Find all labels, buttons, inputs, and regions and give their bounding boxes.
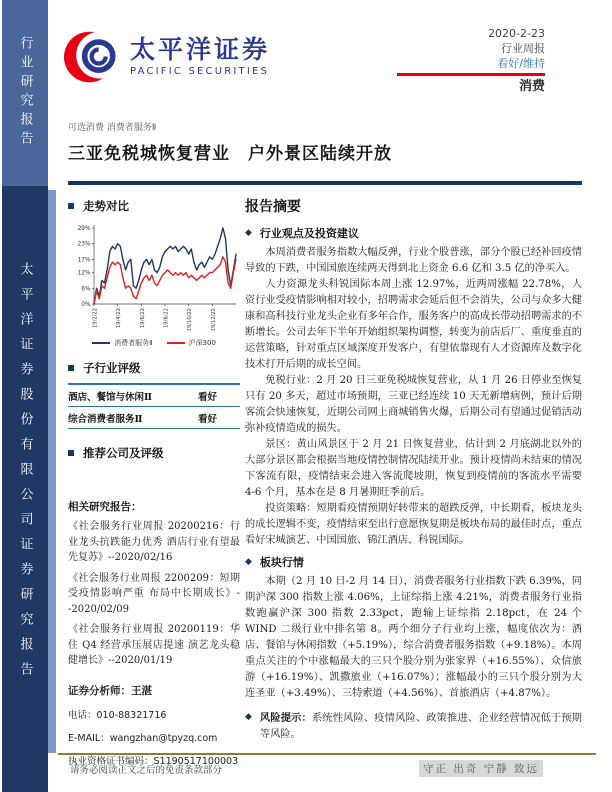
trend-chart <box>68 222 240 348</box>
section-heading: ◆ 板块行情 <box>245 556 304 569</box>
diamond-bullet-icon: ◆ <box>245 228 252 238</box>
svg-text:29%: 29% <box>77 226 91 232</box>
legend-label: 沪深300 <box>188 339 216 347</box>
sidebar-top-band <box>2 0 48 186</box>
related-report-item: 《社会服务行业周报 20200216：行业龙头抗跌能力优秀 酒店行业有望最先复苏》--2020/02/16 <box>68 521 240 563</box>
sector-label: 消费 <box>518 79 545 94</box>
report-type: 行业周报 <box>501 42 545 55</box>
analyst-email-line: E-MAIL：wangzhan@tpyzq.com <box>68 732 218 744</box>
legend-label: 消费者服务Ⅱ <box>114 339 153 347</box>
svg-text:19/4/22: 19/4/22 <box>116 308 123 328</box>
related-report-item: 《社会服务行业周报 20200119：华住 Q4 经营承压展店提速 演艺龙头稳健增长》--2020/01/19 <box>68 624 240 666</box>
square-bullet-icon <box>68 365 74 371</box>
svg-text:19/6/22: 19/6/22 <box>139 308 146 328</box>
left-column <box>68 198 240 767</box>
svg-text:19/12/22: 19/12/22 <box>210 308 217 332</box>
summary-paragraph: 景区：黄山风景区于 2 月 21 日恢复营业，估计到 2 月底湖北以外的大部分景区都会根据当地疫情控制情况陆续开业。预计疫情尚未结束的情况下客流有限，疫情结束会进入客流爬坡期，恢复到疫情前的客流水平需要 4-6 个月，基本在是 8 月暑期旺季前后。 <box>245 439 582 498</box>
legend-item <box>167 338 216 348</box>
svg-text:6%: 6% <box>81 286 91 293</box>
related-report-item: 《社会服务行业周报 2200209：短期受疫情影响严重 布局中长期成长》--2020/02/09 <box>68 572 240 615</box>
logo-chinese-name: 太平洋证券 <box>130 35 271 65</box>
diamond-bullet-icon: ◆ <box>245 557 252 567</box>
risk-section <box>245 710 582 743</box>
legend-item <box>92 338 152 348</box>
related-reports-title: 相关研究报告： <box>68 501 142 513</box>
analyst-phone-line: 电话：010-88321716 <box>68 709 167 721</box>
header-meta <box>397 26 545 94</box>
square-bullet-icon <box>68 203 74 209</box>
footer-disclaimer: 请务必阅读正文之后的免责条款部分 <box>70 765 223 776</box>
legend-line-icon <box>92 342 110 344</box>
svg-text:19/8/22: 19/8/22 <box>163 308 170 328</box>
table-row <box>68 407 240 429</box>
svg-text:19/10/22: 19/10/22 <box>187 308 194 332</box>
logo-english-name: PACIFIC SECURITIES <box>130 65 270 77</box>
diamond-bullet-icon: ◆ <box>245 712 252 722</box>
subrating-section-title: 子行业评级 <box>68 360 240 376</box>
report-date: 2020-2-23 <box>488 27 545 40</box>
summary-column <box>245 196 582 747</box>
subindustry-name: 酒店、餐馆与休闲Ⅱ <box>68 392 153 403</box>
sidebar-bottom-label: 太平洋证券股份有限公司证券研究报告 <box>17 261 33 687</box>
trend-chart-canvas <box>68 222 240 334</box>
summary-title: 报告摘要 <box>245 199 301 215</box>
subindustry-rating: 看好 <box>198 414 218 425</box>
page-title: 三亚免税城恢复营业 户外景区陆续开放 <box>68 144 392 164</box>
chart-legend <box>68 338 240 348</box>
title-rule <box>68 181 582 185</box>
related-reports <box>68 499 240 669</box>
industry-rating: 看好/维持 <box>497 57 545 70</box>
square-bullet-icon <box>68 450 74 456</box>
trend-section-title: 走势对比 <box>68 198 240 214</box>
risk-text: 风险提示：系统性风险、疫情风险、政策推进、企业经营情况低于预期等风险。 <box>259 712 582 740</box>
subindustry-rating: 看好 <box>198 392 218 403</box>
analyst-name-line: 证券分析师：王湛 <box>68 684 152 697</box>
svg-text:19/2/22: 19/2/22 <box>92 308 99 328</box>
summary-paragraph: 免税行业：2 月 20 日三亚免税城恢复营业，从 1 月 26 日停业至恢复只有 20 多天，超过市场预期，三亚已经连续 10 天无新增病例，预计后期客流会快速恢复，近期公司网上商城销售火爆，后期公司有望通过促销活动弥补疫情造成的损失。 <box>245 375 582 434</box>
subindustry-name: 综合消费者服务Ⅱ <box>68 414 143 425</box>
summary-paragraph: 投资策略：短期看疫情预期好转带来的超跌反弹，中长期看，板块龙头的成长逻辑不变，疫情结束至出行意愿恢复期是板块布局的最佳时点，重点看好宋城演艺、中国国旅、锦江酒店、科锐国际。 <box>245 503 582 546</box>
svg-text:0%: 0% <box>81 302 91 308</box>
legend-line-icon <box>167 342 185 344</box>
sidebar-top-label: 行业研究报告 <box>17 36 33 150</box>
svg-text:17%: 17% <box>77 257 91 264</box>
svg-text:23%: 23% <box>77 241 91 248</box>
pacific-securities-logo-icon <box>64 26 124 88</box>
rating-underline <box>397 73 545 76</box>
footer-motto: 守正 出奇 宁静 致远 <box>419 760 543 777</box>
table-row <box>68 385 240 407</box>
industry-category: 可选消费 消费者服务Ⅱ <box>68 123 157 133</box>
analyst-cert-line: 执业资格证书编码：S1190517100003 <box>68 755 239 767</box>
summary-paragraph: 本期（2 月 10 日-2 月 14 日），消费者服务行业指数下跌 6.39%，同期沪深 300 指数上涨 4.06%，上证综指上涨 4.21%，消费者服务行业指数跑赢沪深 300 指数 2.33pct，跑输上证综指 2.18pct，在 24 个 WIND 二级行业中排名第 8。两个细分子行业均上涨，幅度依次为：酒店、餐馆与休闲指数（+5.19%），综合消费者服务指数（+9.18%）。本周重点关注的个中涨幅最大的三只个股分别为张家界（+16.55%）、众信旅游（+16.19%）、凯撒旅业（+16.07%）；涨幅最小的三只个股分别为大连圣亚（+3.49%）、三特索道（+4.56%）、首旅酒店（+4.87%）。 <box>245 576 582 699</box>
section-heading: ◆ 行业观点及投资建议 <box>245 227 359 240</box>
footer-rule <box>58 753 596 755</box>
company-logo <box>64 26 270 88</box>
summary-paragraph: 本周消费者服务指数大幅反弹，行业个股普涨，部分个股已经补回疫情导致的下跌，中国国旅连续两天得到北上资金 6.6 亿和 3.5 亿的净买入。 <box>245 247 582 274</box>
summary-paragraph: 人力资源龙头科锐国际本周上涨 12.97%，近两周涨幅 22.78%，人资行业受疫情影响相对较小，招聘需求会延后但不会消失，公司与众多大健康和高科技行业龙头企业有多年合作，服务客户的高成长带动招聘需求的不断增长。公司去年下半年开始组织架构调整，转变为前店后厂、重度垂直的运营策略，针对重点区域深度开发客户，有望依靠现有人才资源库及数字化技术打开后期的成长空间。 <box>245 279 582 370</box>
sidebar-accent-strip <box>48 190 56 753</box>
subrating-table <box>68 383 240 429</box>
sidebar-bottom-band <box>2 186 48 792</box>
recommend-section-title: 推荐公司及评级 <box>68 445 240 461</box>
svg-text:12%: 12% <box>77 270 91 277</box>
